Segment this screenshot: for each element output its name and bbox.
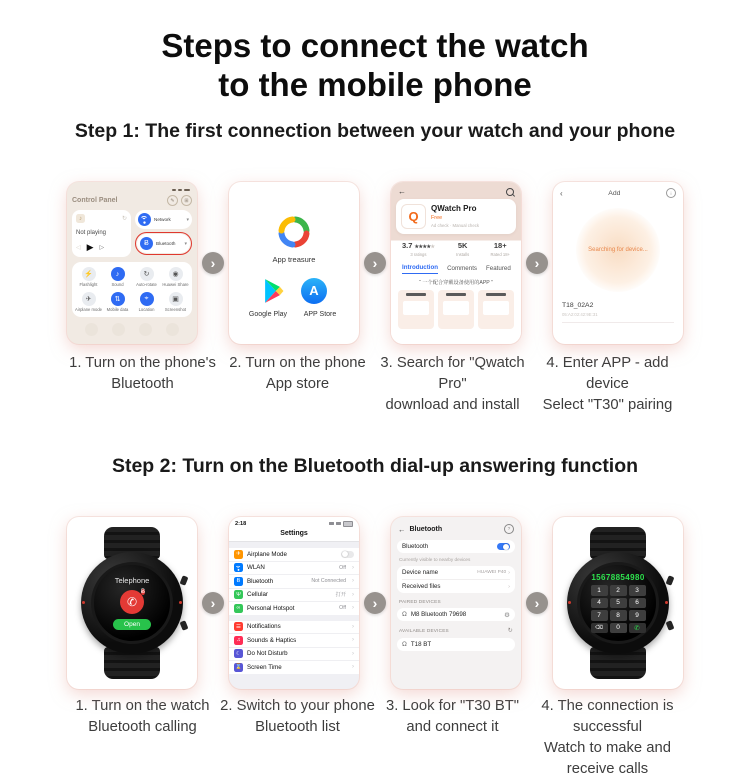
info-icon: i bbox=[666, 188, 676, 198]
edit-icon: ✎ bbox=[167, 195, 178, 206]
app-name: QWatch Pro bbox=[431, 204, 477, 213]
wifi-icon bbox=[234, 563, 243, 572]
paired-devices-header: PAIRED DEVICES bbox=[399, 599, 441, 604]
caption-2: 2. Turn on the phone App store bbox=[229, 355, 366, 392]
paired-device-row: Ω M8 Bluetooth 79698 ⚙ bbox=[402, 611, 510, 619]
music-note-icon: ♪ bbox=[76, 214, 85, 223]
bluetooth-settings-screenshot bbox=[391, 517, 521, 689]
step2-heading: Step 2: Turn on the Bluetooth dial-up answering function bbox=[111, 455, 639, 477]
app-store-icon: A bbox=[301, 278, 327, 304]
watch-case bbox=[567, 552, 669, 654]
add-device-screenshot bbox=[553, 182, 683, 344]
key-6: 6 bbox=[629, 598, 646, 609]
dialed-number: 15678854980 bbox=[591, 573, 645, 582]
quick-toggles-grid bbox=[72, 262, 192, 317]
media-player-card bbox=[72, 210, 131, 257]
row-screen-time: ⌛ Screen Time › bbox=[229, 661, 359, 674]
back-icon: ‹ bbox=[560, 188, 563, 198]
play-icon: ▶ bbox=[86, 242, 94, 252]
previous-track-icon: ◁ bbox=[76, 245, 81, 251]
key-5: 5 bbox=[610, 598, 627, 609]
status-bar bbox=[229, 517, 359, 528]
row-cellular: Ψ Cellular 打开 › bbox=[229, 589, 359, 603]
call-key: ✆ bbox=[629, 623, 646, 634]
gear-icon: ⚙ bbox=[504, 611, 510, 619]
searching-text: Searching for device... bbox=[588, 247, 648, 253]
key-4: 4 bbox=[591, 598, 608, 609]
key-0: 0 bbox=[610, 623, 627, 634]
device-name: T18_02A2 bbox=[562, 302, 594, 309]
step2-captions bbox=[0, 696, 750, 780]
next-step-arrow: › bbox=[526, 252, 548, 274]
chevron-right-icon: › bbox=[352, 650, 354, 657]
airplane-icon: ✈ bbox=[82, 292, 96, 306]
google-play-icon bbox=[261, 278, 287, 304]
tab-introduction: Introduction bbox=[402, 264, 438, 274]
tab-featured: Featured bbox=[486, 265, 511, 272]
app-price: Free bbox=[431, 215, 443, 221]
chevron-right-icon: › bbox=[352, 605, 354, 612]
app-store-label: APP Store bbox=[303, 310, 337, 318]
qwatch-logo: Q bbox=[401, 204, 426, 229]
toggle-airplane-mode: ✈ Airplane mode bbox=[74, 292, 103, 313]
app-treasure-logo bbox=[277, 215, 311, 249]
clock: 2:18 bbox=[235, 521, 247, 527]
row-sounds-haptics: ♫ Sounds & Haptics › bbox=[229, 634, 359, 648]
app-stores-screenshot bbox=[229, 182, 359, 344]
tab-comments: Comments bbox=[447, 265, 478, 272]
step1-heading: Step 1: The first connection between your watch and your phone bbox=[74, 120, 676, 142]
toggle-mobile-data: ⇅ Mobile data bbox=[103, 292, 132, 313]
watch-face-telephone bbox=[91, 562, 173, 644]
next-step-arrow: › bbox=[202, 252, 224, 274]
page-title-line2: to the mobile phone bbox=[218, 66, 532, 103]
wifi-icon bbox=[138, 213, 151, 226]
call-icon: ✆ Ƀ bbox=[120, 590, 144, 614]
toggle-location: ⌖ Location bbox=[132, 292, 161, 313]
airplane-toggle bbox=[341, 551, 354, 559]
visibility-hint: Currently visible to nearby devices bbox=[399, 557, 471, 562]
help-icon: ? bbox=[504, 524, 514, 534]
row-airplane-mode: ✈ Airplane Mode bbox=[229, 548, 359, 562]
caption-3: 3. Search for "Qwatch Pro" download and install bbox=[380, 355, 525, 413]
location-icon: ⌖ bbox=[140, 292, 154, 306]
next-step-arrow: › bbox=[526, 592, 548, 614]
sounds-icon: ♫ bbox=[234, 636, 243, 645]
available-device-row: Ω T18 BT bbox=[402, 641, 432, 648]
telephone-label: Telephone bbox=[114, 576, 150, 585]
back-icon: ← bbox=[398, 524, 406, 534]
next-track-icon: ▷ bbox=[99, 245, 105, 251]
key-1: 1 bbox=[591, 585, 608, 596]
settings-title: Settings bbox=[229, 528, 359, 542]
refresh-icon: ↻ bbox=[507, 628, 513, 634]
bluetooth-toggle-row: Bluetooth bbox=[402, 540, 510, 553]
airplane-icon: ✈ bbox=[234, 550, 243, 559]
chevron-right-icon: › bbox=[508, 569, 510, 576]
bell-icon: ♪ bbox=[111, 267, 125, 281]
key-2: 2 bbox=[610, 585, 627, 596]
bluetooth-highlight-box bbox=[135, 232, 192, 255]
app-treasure-label: App treasure bbox=[272, 254, 316, 264]
row-wlan: WLAN Off › bbox=[229, 562, 359, 576]
bluetooth-icon: Ƀ bbox=[140, 237, 153, 250]
auto-rotate-icon: ↻ bbox=[140, 267, 154, 281]
google-play-label: Google Play bbox=[248, 310, 288, 318]
toggle-auto-rotate: ↻ Auto-rotate bbox=[132, 267, 161, 288]
watch-dialpad-screenshot bbox=[553, 517, 683, 689]
watch-case bbox=[81, 552, 183, 654]
caption-1: 1. Turn on the phone's Bluetooth bbox=[69, 355, 216, 392]
watch-telephone-screenshot bbox=[67, 517, 197, 689]
bluetooth-title: Bluetooth bbox=[409, 525, 443, 533]
flashlight-icon: ⚡ bbox=[82, 267, 96, 281]
cellular-icon: Ψ bbox=[234, 590, 243, 599]
key-9: 9 bbox=[629, 610, 646, 621]
loop-icon: ↻ bbox=[121, 216, 127, 222]
available-devices-header: AVAILABLE DEVICES ↻ bbox=[399, 628, 513, 634]
caption-4: 4. Enter APP - add device Select "T30" pairing bbox=[542, 355, 673, 413]
bluetooth-icon: Ƀ bbox=[140, 589, 145, 595]
app-review-note: Ad check · Manual check bbox=[431, 223, 480, 228]
media-status: Not playing bbox=[76, 230, 107, 236]
app-slogan: “ 一个配合穿戴设备使用的APP ” bbox=[419, 280, 493, 286]
row-notifications: ☰ Notifications › bbox=[229, 621, 359, 635]
received-files-row: Received files › bbox=[402, 583, 510, 590]
star-icons: ★★★★ bbox=[414, 245, 431, 250]
caret-down-icon: ▾ bbox=[186, 216, 189, 223]
caption-2: 2. Switch to your phone Bluetooth list bbox=[220, 698, 375, 735]
key-8: 8 bbox=[610, 610, 627, 621]
caption-3: 3. Look for "T30 BT" and connect it bbox=[385, 698, 520, 735]
found-device bbox=[560, 302, 676, 323]
bluetooth-tile: Ƀ Bluetooth ▾ bbox=[137, 234, 190, 253]
row-bluetooth: Ƀ Bluetooth Not Connected › bbox=[229, 575, 359, 589]
back-icon: ← bbox=[398, 187, 406, 196]
chevron-right-icon: › bbox=[508, 583, 510, 590]
toggle-screenshot: ▣ Screenshot bbox=[161, 292, 190, 313]
next-step-arrow: › bbox=[364, 592, 386, 614]
app-screenshots bbox=[396, 290, 516, 329]
chevron-right-icon: › bbox=[352, 564, 354, 571]
row-personal-hotspot: ∞ Personal Hotspot Off › bbox=[229, 602, 359, 615]
headset-icon: Ω bbox=[402, 611, 407, 618]
toggle-sound: ♪ Sound bbox=[103, 267, 132, 288]
step1-screenshots-row bbox=[0, 182, 750, 344]
notifications-icon: ☰ bbox=[234, 622, 243, 631]
caption-1: 1. Turn on the watch Bluetooth calling bbox=[75, 698, 210, 735]
chevron-right-icon: › bbox=[352, 637, 354, 644]
screenshot-icon: ▣ bbox=[169, 292, 183, 306]
bluetooth-icon: Ƀ bbox=[234, 577, 243, 586]
keypad bbox=[591, 585, 646, 633]
ios-settings-screenshot bbox=[229, 517, 359, 689]
step1-captions bbox=[0, 353, 750, 416]
next-step-arrow: › bbox=[202, 592, 224, 614]
status-icons bbox=[329, 521, 353, 526]
key-7: 7 bbox=[591, 610, 608, 621]
hourglass-icon: ⌛ bbox=[235, 664, 242, 671]
moon-icon: ☾ bbox=[234, 649, 243, 658]
page-title bbox=[0, 26, 750, 104]
age-rating-stat: 18+ Rated 18+ bbox=[490, 241, 510, 257]
toggle-flashlight: ⚡ Flashlight bbox=[74, 267, 103, 288]
next-step-arrow: › bbox=[364, 252, 386, 274]
rating-stat: 3.7 ★★★★★ 3 ratings bbox=[402, 241, 435, 257]
chevron-right-icon: › bbox=[352, 578, 354, 585]
headset-icon: Ω bbox=[402, 641, 407, 648]
watch-face-dialpad bbox=[577, 562, 659, 644]
caret-down-icon: ▾ bbox=[184, 240, 187, 247]
wifi-tile: Network ▾ bbox=[135, 210, 192, 229]
chevron-right-icon: › bbox=[352, 664, 354, 671]
app-header-card bbox=[396, 199, 516, 234]
control-panel-screenshot bbox=[67, 182, 197, 344]
bluetooth-toggle bbox=[497, 543, 510, 551]
row-do-not-disturb: ☾ Do Not Disturb › bbox=[229, 648, 359, 662]
page-title-line1: Steps to connect the watch bbox=[161, 27, 589, 64]
mobile-data-icon: ⇅ bbox=[111, 292, 125, 306]
star-dim-icon: ★ bbox=[430, 245, 435, 250]
installs-stat: 5K Installs bbox=[456, 241, 470, 257]
key-3: 3 bbox=[629, 585, 646, 596]
more-toggles-row bbox=[72, 323, 192, 336]
add-board-icon: ⊞ bbox=[181, 195, 192, 206]
toggle-huawei-share: ◉ Huawei Share bbox=[161, 267, 190, 288]
qwatch-store-screenshot bbox=[391, 182, 521, 344]
status-bar bbox=[72, 187, 192, 193]
share-icon: ◉ bbox=[169, 267, 183, 281]
hotspot-icon: ∞ bbox=[234, 604, 243, 613]
open-button: Open bbox=[113, 619, 151, 630]
control-panel-title: Control Panel bbox=[72, 197, 118, 204]
backspace-key: ⌫ bbox=[591, 623, 608, 634]
search-icon bbox=[506, 188, 514, 196]
step2-screenshots-row bbox=[0, 517, 750, 689]
chevron-right-icon: › bbox=[352, 591, 354, 598]
caption-4: 4. The connection is successful Watch to make and receive calls bbox=[541, 698, 674, 777]
device-mac: 05:A2:02:42:9E:31 bbox=[562, 311, 598, 317]
device-name-row: Device name HUAWEI P40 › bbox=[402, 566, 510, 580]
searching-glow bbox=[576, 208, 660, 292]
add-title: Add bbox=[608, 189, 621, 197]
chevron-right-icon: › bbox=[352, 623, 354, 630]
